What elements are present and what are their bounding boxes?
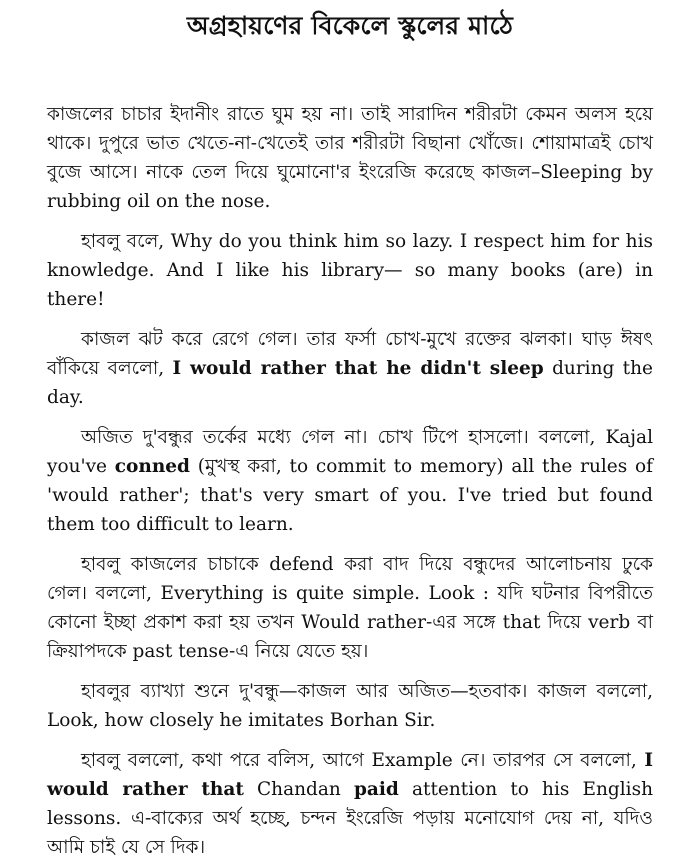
paragraph-text: হাবলুর ব্যাখ্যা শুনে দু'বন্ধু—কাজল আর অজিত—হতবাক। কাজল বললো, Look, how closely he imitates Borhan Sir. [47, 681, 653, 731]
bold-phrase: conned [114, 456, 190, 477]
paragraph-text: কাজল ঝট করে রেগে গেল। তার ফর্সা চোখ-মুখে রক্তের ঝলকা। ঘাড় ঈষৎ বাঁকিয়ে বললো, [47, 329, 653, 379]
paragraph-text: during the day. [47, 358, 653, 408]
page-title: অগ্রহায়ণের বিকেলে স্কুলের মাঠে [186, 11, 514, 40]
paragraph-6 [47, 677, 653, 735]
paragraph-text: হাবলু কাজলের চাচাকে defend করা বাদ দিয়ে বন্ধুদের আলোচনায় ঢুকে গেল। বললো, Everything is quite simple. Look : যদি ঘটনার বিপরীতে কোনো ইচ্ছা প্রকাশ করা হয় তখন Would rather-এর সঙ্গে that দিয়ে verb বা ক্রিয়াপদকে past tense-এ নিয়ে যেতে হয়। [47, 554, 653, 662]
bold-phrase: I would rather that [47, 750, 653, 800]
paragraph-text: Chandan [243, 779, 354, 800]
paragraph-text: হাবলু বলে, Why do you think him so lazy. I respect him for his knowledge. And I like his library— so many books (are) in there! [47, 231, 653, 310]
bold-phrase: paid [353, 779, 399, 800]
paragraph-text: (মুখস্থ করা, to commit to memory) all the rules of 'would rather'; that's very smart of you. I've tried but found them too difficult to learn. [47, 456, 653, 535]
bold-phrase: I would rather that he didn't sleep [172, 358, 544, 379]
paragraph-text: কাজলের চাচার ইদানীং রাতে ঘুম হয় না। তাই সারাদিন শরীরটা কেমন অলস হয়ে থাকে। দুপুরে ভাত খেতে-না-খেতেই তার শরীরটা বিছানা খোঁজে। শোয়ামাত্রই চোখ বুজে আসে। নাকে তেল দিয়ে ঘুমোনো'র ইংরেজি করেছে কাজল–Sleeping by rubbing oil on the nose. [47, 104, 653, 212]
paragraph-7 [47, 746, 653, 862]
paragraph-2 [47, 227, 653, 314]
paragraph-4 [47, 423, 653, 539]
paragraph-text: অজিত দু'বন্ধুর তর্কের মধ্যে গেল না। চোখ টিপে হাসলো। বললো, Kajal you've [47, 427, 653, 477]
paragraph-text: attention to his English lessons. এ-বাক্যের অর্থ হচ্ছে, চন্দন ইংরেজি পড়ায় মনোযোগ দেয় না, যদিও আমি চাই যে সে দিক। [47, 779, 654, 858]
paragraph-5 [47, 550, 653, 666]
paragraph-text: হাবলু বললো, কথা পরে বলিস, আগে Example নে। তারপর সে বললো, [81, 750, 645, 771]
paragraph-3 [47, 325, 653, 412]
paragraph-1 [47, 100, 653, 216]
